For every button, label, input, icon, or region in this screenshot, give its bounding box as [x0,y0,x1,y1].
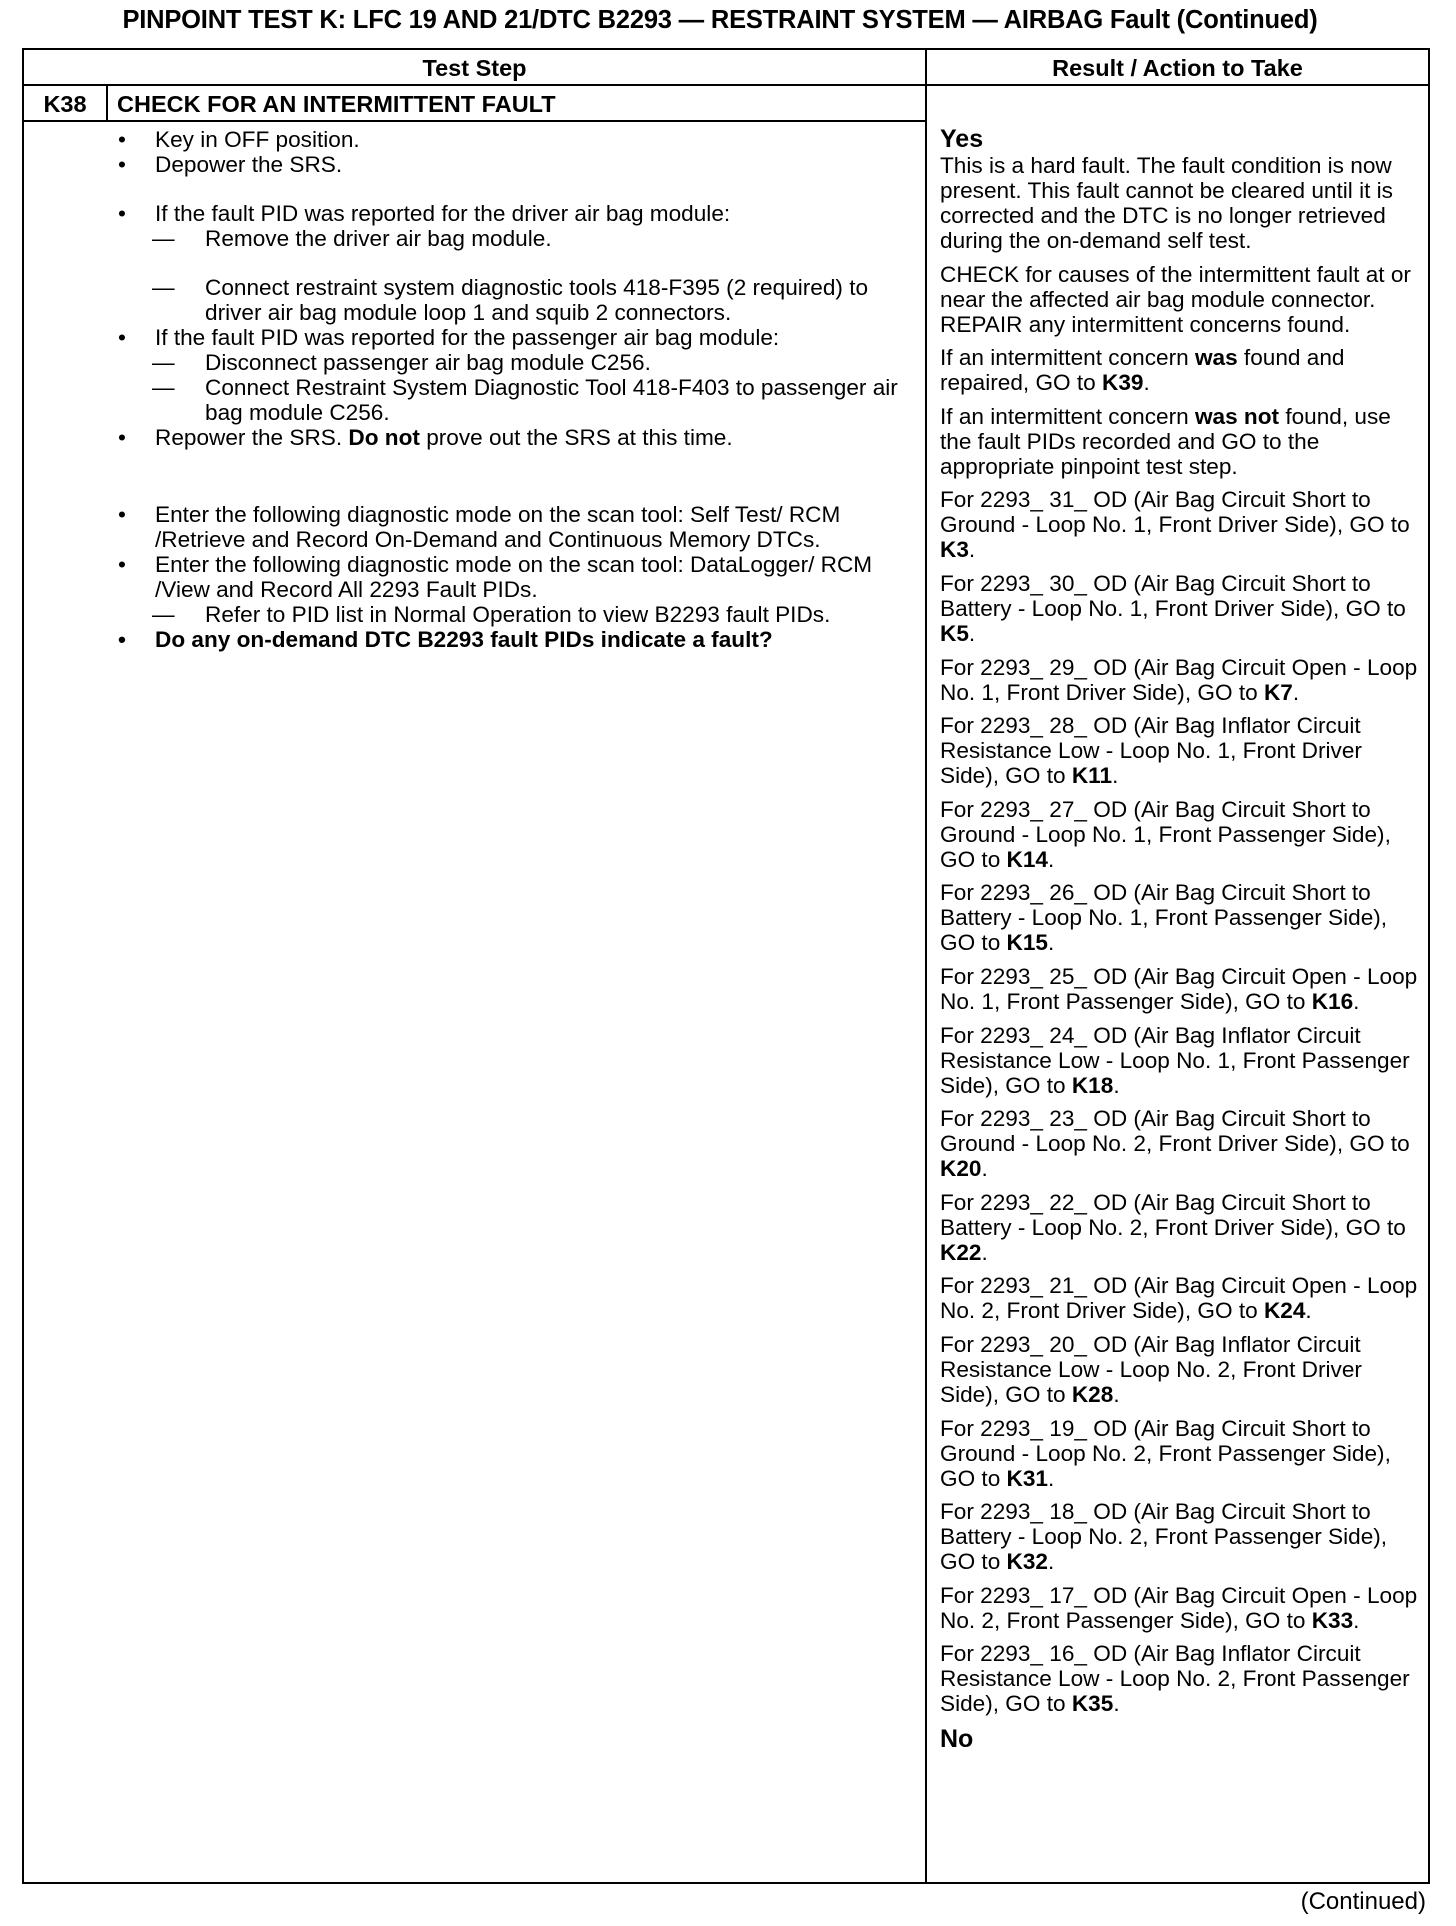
list-item-question: • Do any on-demand DTC B2293 fault PIDs indicate a fault? [110,627,920,652]
step-reference: K11 [1071,763,1113,789]
fault-pid-item: For 2293_ 27_ OD (Air Bag Circuit Short to Ground - Loop No. 1, Front Passenger Side), GO to K14. [940,796,1391,872]
test-step-instructions [110,127,920,652]
column-divider [925,48,927,1884]
step-reference: K24 [1263,1298,1306,1324]
fault-pid-item: For 2293_ 22_ OD (Air Bag Circuit Short to Battery - Loop No. 2, Front Driver Side), GO to K22. [940,1189,1406,1265]
step-reference: K16 [1311,988,1354,1014]
step-reference: K28 [1071,1381,1114,1407]
fault-pid-item: For 2293_ 18_ OD (Air Bag Circuit Short to Battery - Loop No. 2, Front Passenger Side), GO to K32. [940,1499,1388,1575]
step-reference: K32 [1006,1549,1048,1575]
step-reference: K14 [1006,846,1048,872]
yes-heading: Yes [940,125,984,153]
result-paragraph: CHECK for causes of the intermittent fault at or near the affected air bag module connector. REPAIR any intermittent concerns found. [940,261,1411,337]
sub-item: — Disconnect passenger air bag module C256. [110,350,920,375]
list-item: • Enter the following diagnostic mode on the scan tool: Self Test/ RCM /Retrieve and Record On-Demand and Continuous Memory DTCs. [110,502,920,552]
list-item: • Depower the SRS. [110,152,920,177]
step-reference: K22 [940,1239,982,1265]
header-test-step: Test Step [422,55,527,81]
step-reference: K15 [1006,930,1048,956]
fault-pid-item: For 2293_ 19_ OD (Air Bag Circuit Short to Ground - Loop No. 2, Front Passenger Side), GO to K31. [940,1415,1391,1491]
fault-pid-item: For 2293_ 20_ OD (Air Bag Inflator Circuit Resistance Low - Loop No. 2, Front Driver Side), GO to K28. [940,1331,1362,1407]
step-reference: K18 [1071,1072,1114,1098]
list-item: • If the fault PID was reported for the passenger air bag module: [110,325,920,350]
sub-item: — Refer to PID list in Normal Operation to view B2293 fault PIDs. [110,602,920,627]
sub-item: — Connect restraint system diagnostic tools 418-F395 (2 required) to driver air bag module loop 1 and squib 2 connectors. [110,275,920,325]
fault-pid-item: For 2293_ 30_ OD (Air Bag Circuit Short to Battery - Loop No. 1, Front Driver Side), GO to K5. [940,570,1406,646]
result-paragraph: If an intermittent concern was not found, use the fault PIDs recorded and GO to the appropriate pinpoint test step. [940,403,1391,479]
header-result: Result / Action to Take [1052,55,1303,81]
result-paragraph: If an intermittent concern was found and repaired, GO to K39. [940,345,1345,396]
step-reference: K5 [940,620,969,646]
fault-pid-item: For 2293_ 25_ OD (Air Bag Circuit Open - Loop No. 1, Front Passenger Side), GO to K16. [940,963,1418,1014]
step-reference: K33 [1311,1607,1354,1633]
fault-pid-list [940,487,1425,1716]
fault-pid-item: For 2293_ 31_ OD (Air Bag Circuit Short to Ground - Loop No. 1, Front Driver Side), GO to K3. [940,487,1410,563]
no-heading: No [940,1724,974,1753]
step-id-divider [106,86,108,122]
step-reference: K35 [1071,1691,1114,1717]
sub-item: — Connect Restraint System Diagnostic Tool 418-F403 to passenger air bag module C256. [110,375,920,425]
fault-pid-item: For 2293_ 23_ OD (Air Bag Circuit Short to Ground - Loop No. 2, Front Driver Side), GO to K20. [940,1106,1410,1182]
step-id: K38 [43,91,87,117]
continued-label: (Continued) [1300,1888,1426,1915]
fault-pid-item: For 2293_ 29_ OD (Air Bag Circuit Open - Loop No. 1, Front Driver Side), GO to K7. [940,654,1418,705]
header-rule [22,84,1430,86]
step-reference: K20 [940,1156,982,1182]
list-item: • Key in OFF position. [110,127,920,152]
step-reference: K7 [1263,679,1293,705]
list-item: • If the fault PID was reported for the driver air bag module: [110,201,920,226]
step-title: CHECK FOR AN INTERMITTENT FAULT [117,91,556,117]
fault-pid-item: For 2293_ 16_ OD (Air Bag Inflator Circuit Resistance Low - Loop No. 2, Front Passenger Side), GO to K35. [940,1641,1410,1717]
step-row-rule [22,120,927,122]
fault-pid-item: For 2293_ 24_ OD (Air Bag Inflator Circuit Resistance Low - Loop No. 1, Front Passenger Side), GO to K18. [940,1022,1410,1098]
fault-pid-item: For 2293_ 28_ OD (Air Bag Inflator Circuit Resistance Low - Loop No. 1, Front Driver Side), GO to K11. [940,713,1362,789]
step-reference: K3 [940,537,969,563]
sub-item: — Remove the driver air bag module. [110,226,920,251]
page-title: PINPOINT TEST K: LFC 19 AND 21/DTC B2293 — RESTRAINT SYSTEM — AIRBAG Fault (Continued) [122,6,1318,34]
fault-pid-item: For 2293_ 21_ OD (Air Bag Circuit Open - Loop No. 2, Front Driver Side), GO to K24. [940,1273,1418,1324]
step-reference: K31 [1006,1465,1048,1491]
list-item: • Repower the SRS. Do not prove out the SRS at this time. [110,425,920,450]
fault-pid-item: For 2293_ 17_ OD (Air Bag Circuit Open - Loop No. 2, Front Passenger Side), GO to K33. [940,1582,1418,1633]
result-action [940,125,1425,1753]
fault-pid-item: For 2293_ 26_ OD (Air Bag Circuit Short to Battery - Loop No. 1, Front Passenger Side), GO to K15. [940,880,1388,956]
list-item: • Enter the following diagnostic mode on the scan tool: DataLogger/ RCM /View and Record All 2293 Fault PIDs. [110,552,920,602]
result-paragraph: This is a hard fault. The fault condition is now present. This fault cannot be cleared until it is corrected and the DTC is no longer retrieved during the on-demand self test. [940,153,1393,253]
